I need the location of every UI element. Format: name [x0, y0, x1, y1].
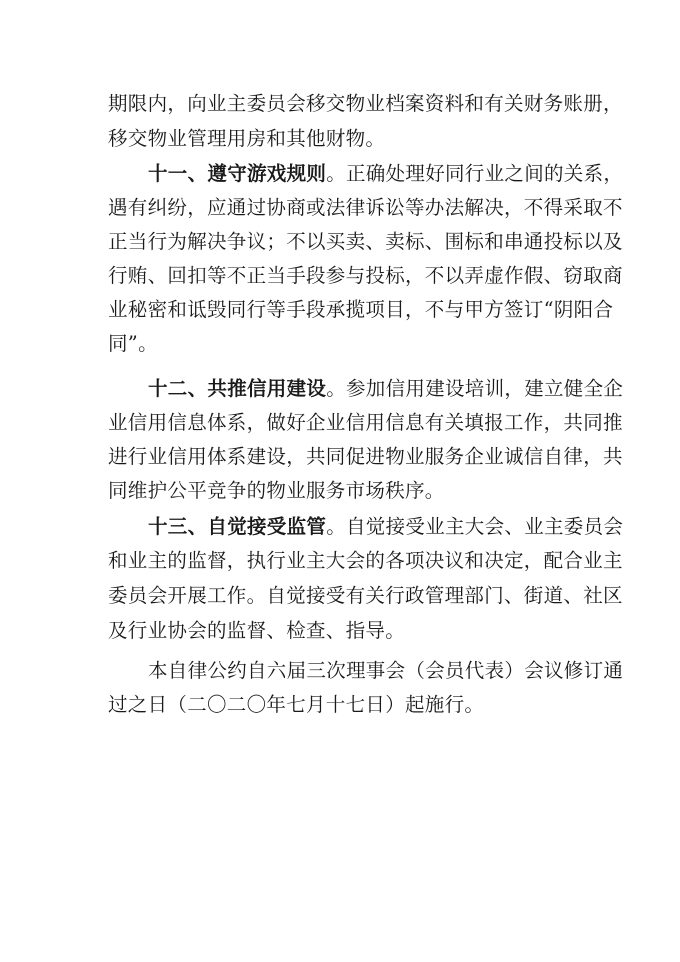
body-text-line: 业秘密和诋毁同行等手段承揽项目，不与甲方签订“阴阳合	[108, 298, 614, 321]
article-12-heading: 十二、共推信用建设	[148, 377, 327, 400]
article-11-intro: 。正确处理好同行业之间的关系，	[326, 162, 624, 185]
body-text-line: 期限内，向业主委员会移交物业档案资料和有关财务账册，	[108, 92, 623, 115]
effective-clause-line: 过之日（二〇二〇年七月十七日）起施行。	[108, 693, 485, 716]
body-text-line: 同”。	[108, 332, 158, 355]
article-12-first-line	[148, 377, 624, 401]
article-13-intro: 。自觉接受业主大会、业主委员会	[326, 515, 624, 538]
effective-clause-line: 本自律公约自六届三次理事会（会员代表）会议修订通	[148, 659, 624, 682]
body-text-line: 遇有纠纷，应通过协商或法律诉讼等办法解决，不得采取不	[108, 196, 623, 219]
article-13-first-line	[148, 515, 624, 539]
body-text-line: 业信用信息体系，做好企业信用信息有关填报工作，共同推	[108, 411, 623, 434]
body-text-line: 及行业协会的监督、检查、指导。	[108, 619, 406, 642]
body-text-line: 委员会开展工作。自觉接受有关行政管理部门、街道、社区	[108, 584, 623, 607]
article-11-first-line	[148, 162, 624, 186]
body-text-line: 和业主的监督，执行业主大会的各项决议和决定，配合业主	[108, 549, 623, 572]
body-text-line: 同维护公平竞争的物业服务市场秩序。	[108, 479, 445, 502]
article-13-heading: 十三、自觉接受监管	[148, 515, 327, 538]
body-text-line: 正当行为解决争议；不以买卖、卖标、围标和串通投标以及	[108, 230, 623, 253]
article-11-heading: 十一、遵守游戏规则	[148, 162, 327, 185]
body-text-line: 进行业信用体系建设，共同促进物业服务企业诚信自律，共	[108, 445, 623, 468]
body-text-line: 移交物业管理用房和其他财物。	[108, 127, 386, 150]
article-12-intro: 。参加信用建设培训，建立健全企	[326, 377, 624, 400]
body-text-line: 行贿、回扣等不正当手段参与投标，不以弄虚作假、窃取商	[108, 264, 623, 287]
